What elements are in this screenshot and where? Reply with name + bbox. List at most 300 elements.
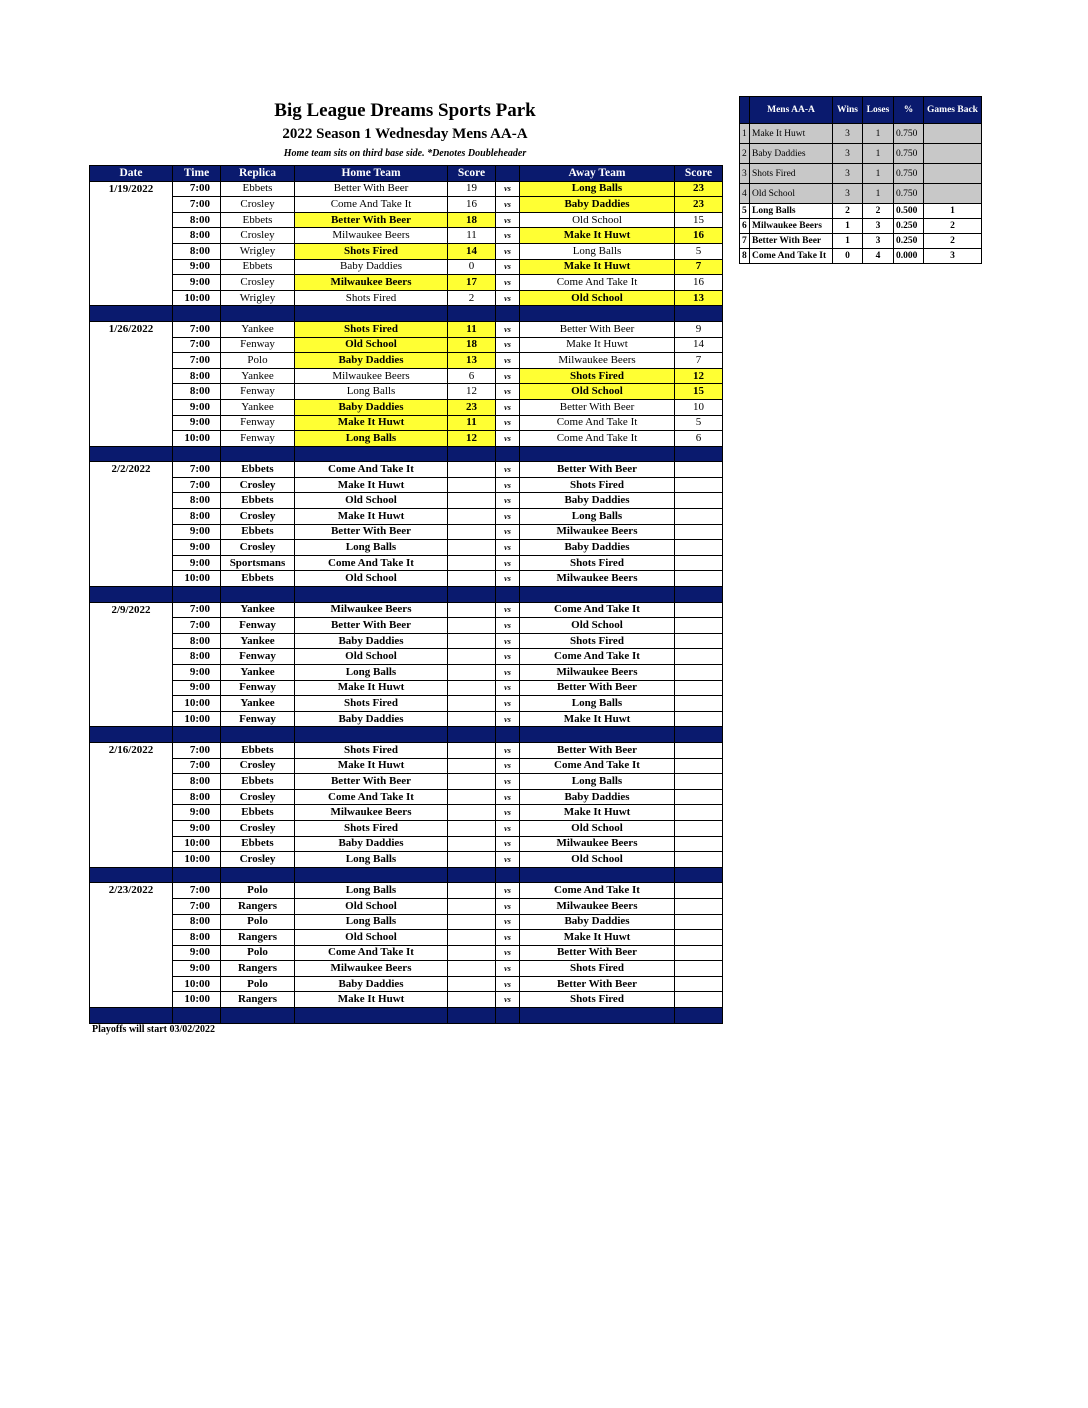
home-team: Make It Huwt (295, 415, 448, 431)
home-score (448, 680, 496, 696)
vs-label: vs (496, 571, 520, 587)
game-field: Ebbets (221, 571, 295, 587)
home-team: Make It Huwt (295, 509, 448, 525)
away-score (675, 680, 723, 696)
vs-label: vs (496, 883, 520, 899)
game-row (90, 945, 723, 961)
game-field: Polo (221, 914, 295, 930)
game-row (90, 399, 723, 415)
away-team: Baby Daddies (520, 197, 675, 213)
game-date (90, 368, 173, 384)
game-time: 8:00 (173, 930, 221, 946)
week-separator (90, 867, 723, 883)
home-score: 11 (448, 415, 496, 431)
away-score (675, 618, 723, 634)
home-score (448, 649, 496, 665)
game-field: Crosley (221, 540, 295, 556)
separator-cell (448, 446, 496, 462)
away-score (675, 742, 723, 758)
away-score (675, 571, 723, 587)
standings-losses: 1 (863, 164, 894, 184)
separator-cell (675, 306, 723, 322)
game-time: 10:00 (173, 290, 221, 306)
away-score: 5 (675, 415, 723, 431)
away-team: Old School (520, 384, 675, 400)
home-team: Baby Daddies (295, 353, 448, 369)
home-team: Better With Beer (295, 774, 448, 790)
separator-cell (448, 867, 496, 883)
away-team: Long Balls (520, 181, 675, 197)
home-score (448, 789, 496, 805)
week-separator (90, 1008, 723, 1024)
home-team: Make It Huwt (295, 758, 448, 774)
game-field: Yankee (221, 399, 295, 415)
game-time: 9:00 (173, 945, 221, 961)
week-separator (90, 306, 723, 322)
game-date (90, 555, 173, 571)
game-date (90, 259, 173, 275)
separator-cell (496, 1008, 520, 1024)
game-row (90, 898, 723, 914)
separator-cell (90, 587, 173, 603)
game-time: 8:00 (173, 914, 221, 930)
home-score (448, 883, 496, 899)
vs-label: vs (496, 789, 520, 805)
vs-label: vs (496, 477, 520, 493)
away-score: 15 (675, 212, 723, 228)
standings-row (740, 219, 982, 234)
game-row (90, 883, 723, 899)
game-row (90, 431, 723, 447)
standings-team: Better With Beer (750, 234, 833, 249)
away-team: Milwaukee Beers (520, 898, 675, 914)
away-team: Better With Beer (520, 680, 675, 696)
away-score (675, 930, 723, 946)
game-time: 7:00 (173, 477, 221, 493)
home-score (448, 774, 496, 790)
separator-cell (675, 587, 723, 603)
away-score (675, 789, 723, 805)
game-date (90, 665, 173, 681)
game-time: 7:00 (173, 742, 221, 758)
home-score: 14 (448, 243, 496, 259)
game-date (90, 337, 173, 353)
separator-cell (520, 587, 675, 603)
game-date (90, 524, 173, 540)
home-score: 18 (448, 212, 496, 228)
game-field: Crosley (221, 228, 295, 244)
game-date (90, 649, 173, 665)
away-score: 12 (675, 368, 723, 384)
standings-row (740, 234, 982, 249)
separator-cell (295, 306, 448, 322)
season-subtitle: 2022 Season 1 Wednesday Mens AA-A (282, 126, 528, 142)
vs-label: vs (496, 633, 520, 649)
game-time: 7:00 (173, 337, 221, 353)
away-team: Better With Beer (520, 976, 675, 992)
vs-label: vs (496, 914, 520, 930)
vs-label: vs (496, 415, 520, 431)
away-team: Shots Fired (520, 961, 675, 977)
separator-cell (496, 446, 520, 462)
home-team: Long Balls (295, 431, 448, 447)
vs-label: vs (496, 930, 520, 946)
away-score: 6 (675, 431, 723, 447)
game-time: 9:00 (173, 399, 221, 415)
separator-cell (520, 1008, 675, 1024)
vs-label: vs (496, 509, 520, 525)
home-score (448, 836, 496, 852)
away-score: 7 (675, 259, 723, 275)
game-row (90, 914, 723, 930)
standings-losses: 2 (863, 204, 894, 219)
away-score: 9 (675, 321, 723, 337)
vs-label: vs (496, 945, 520, 961)
game-date (90, 633, 173, 649)
game-time: 9:00 (173, 555, 221, 571)
home-team: Milwaukee Beers (295, 805, 448, 821)
away-score: 16 (675, 228, 723, 244)
col-date: Date (90, 166, 173, 182)
home-score (448, 992, 496, 1008)
game-field: Ebbets (221, 212, 295, 228)
game-time: 9:00 (173, 259, 221, 275)
away-team: Make It Huwt (520, 337, 675, 353)
standings-losses: 1 (863, 184, 894, 204)
game-row (90, 665, 723, 681)
away-score (675, 602, 723, 618)
separator-cell (90, 727, 173, 743)
away-team: Shots Fired (520, 368, 675, 384)
game-row (90, 337, 723, 353)
col-home-score: Score (448, 166, 496, 182)
away-score (675, 711, 723, 727)
standings-games-back (924, 144, 982, 164)
away-score (675, 961, 723, 977)
vs-label: vs (496, 555, 520, 571)
game-date (90, 914, 173, 930)
away-team: Milwaukee Beers (520, 836, 675, 852)
game-time: 9:00 (173, 805, 221, 821)
home-team: Long Balls (295, 540, 448, 556)
game-field: Fenway (221, 618, 295, 634)
separator-cell (173, 587, 221, 603)
standings-rank: 8 (740, 249, 750, 264)
game-field: Sportsmans (221, 555, 295, 571)
vs-label: vs (496, 742, 520, 758)
game-field: Ebbets (221, 462, 295, 478)
standings-row (740, 184, 982, 204)
game-date: 1/19/2022 (90, 181, 173, 197)
home-score (448, 571, 496, 587)
game-row (90, 992, 723, 1008)
home-team: Baby Daddies (295, 259, 448, 275)
separator-cell (295, 727, 448, 743)
standings-team: Come And Take It (750, 249, 833, 264)
col-replica: Replica (221, 166, 295, 182)
home-team: Come And Take It (295, 462, 448, 478)
separator-cell (221, 587, 295, 603)
standings-games-back (924, 184, 982, 204)
vs-label: vs (496, 758, 520, 774)
separator-cell (90, 306, 173, 322)
separator-cell (448, 1008, 496, 1024)
game-time: 10:00 (173, 431, 221, 447)
home-team: Baby Daddies (295, 711, 448, 727)
home-team: Better With Beer (295, 524, 448, 540)
home-score (448, 633, 496, 649)
standings-losses: 4 (863, 249, 894, 264)
away-score (675, 462, 723, 478)
game-date: 2/16/2022 (90, 742, 173, 758)
home-score (448, 462, 496, 478)
vs-label: vs (496, 290, 520, 306)
game-field: Ebbets (221, 805, 295, 821)
standings-col-wins: Wins (833, 97, 863, 124)
game-time: 10:00 (173, 571, 221, 587)
game-field: Fenway (221, 431, 295, 447)
home-team: Milwaukee Beers (295, 275, 448, 291)
game-date (90, 789, 173, 805)
away-team: Make It Huwt (520, 805, 675, 821)
away-team: Better With Beer (520, 321, 675, 337)
separator-cell (675, 867, 723, 883)
standings-row (740, 164, 982, 184)
home-score: 19 (448, 181, 496, 197)
home-score (448, 898, 496, 914)
away-score: 16 (675, 275, 723, 291)
game-date (90, 930, 173, 946)
game-field: Ebbets (221, 259, 295, 275)
standings-header-row (740, 97, 982, 124)
vs-label: vs (496, 992, 520, 1008)
home-score (448, 945, 496, 961)
standings-rank: 6 (740, 219, 750, 234)
home-team: Shots Fired (295, 290, 448, 306)
separator-cell (496, 867, 520, 883)
standings-games-back: 3 (924, 249, 982, 264)
game-field: Polo (221, 883, 295, 899)
away-team: Shots Fired (520, 555, 675, 571)
game-time: 8:00 (173, 633, 221, 649)
home-team: Shots Fired (295, 321, 448, 337)
home-score (448, 509, 496, 525)
separator-cell (295, 587, 448, 603)
vs-label: vs (496, 399, 520, 415)
away-team: Better With Beer (520, 742, 675, 758)
separator-cell (520, 727, 675, 743)
home-score (448, 524, 496, 540)
game-time: 10:00 (173, 711, 221, 727)
away-score (675, 649, 723, 665)
separator-cell (221, 727, 295, 743)
game-row (90, 524, 723, 540)
game-time: 9:00 (173, 415, 221, 431)
away-score (675, 914, 723, 930)
game-row (90, 976, 723, 992)
away-team: Old School (520, 290, 675, 306)
home-team: Baby Daddies (295, 836, 448, 852)
away-score: 15 (675, 384, 723, 400)
vs-label: vs (496, 368, 520, 384)
game-row (90, 602, 723, 618)
vs-label: vs (496, 197, 520, 213)
home-score (448, 618, 496, 634)
standings-pct: 0.500 (894, 204, 924, 219)
home-score: 12 (448, 384, 496, 400)
away-team: Shots Fired (520, 992, 675, 1008)
home-team: Old School (295, 930, 448, 946)
game-time: 8:00 (173, 509, 221, 525)
home-team-note: Home team sits on third base side. *Denotes Doubleheader (283, 148, 527, 159)
away-team: Baby Daddies (520, 914, 675, 930)
game-time: 10:00 (173, 976, 221, 992)
away-team: Long Balls (520, 774, 675, 790)
game-time: 9:00 (173, 680, 221, 696)
standings-team: Milwaukee Beers (750, 219, 833, 234)
game-row (90, 353, 723, 369)
home-score: 16 (448, 197, 496, 213)
standings-games-back (924, 164, 982, 184)
game-field: Crosley (221, 820, 295, 836)
away-team: Make It Huwt (520, 930, 675, 946)
separator-cell (90, 1008, 173, 1024)
away-team: Make It Huwt (520, 259, 675, 275)
home-team: Better With Beer (295, 212, 448, 228)
game-row (90, 368, 723, 384)
home-score (448, 696, 496, 712)
separator-cell (173, 867, 221, 883)
game-date (90, 696, 173, 712)
game-date (90, 275, 173, 291)
home-team: Better With Beer (295, 181, 448, 197)
standings-row (740, 204, 982, 219)
game-date (90, 680, 173, 696)
away-team: Come And Take It (520, 431, 675, 447)
away-team: Make It Huwt (520, 228, 675, 244)
home-team: Come And Take It (295, 789, 448, 805)
standings-pct: 0.750 (894, 164, 924, 184)
away-score (675, 774, 723, 790)
home-team: Milwaukee Beers (295, 228, 448, 244)
game-field: Crosley (221, 509, 295, 525)
vs-label: vs (496, 337, 520, 353)
away-team: Old School (520, 820, 675, 836)
home-team: Shots Fired (295, 742, 448, 758)
standings-wins: 0 (833, 249, 863, 264)
away-team: Shots Fired (520, 633, 675, 649)
home-score: 11 (448, 228, 496, 244)
game-row (90, 930, 723, 946)
vs-label: vs (496, 805, 520, 821)
game-date (90, 431, 173, 447)
game-time: 7:00 (173, 321, 221, 337)
game-row (90, 571, 723, 587)
game-field: Rangers (221, 961, 295, 977)
game-date (90, 415, 173, 431)
home-score (448, 742, 496, 758)
home-score (448, 758, 496, 774)
game-date (90, 758, 173, 774)
game-time: 7:00 (173, 883, 221, 899)
game-row (90, 321, 723, 337)
vs-label: vs (496, 680, 520, 696)
game-time: 7:00 (173, 898, 221, 914)
standings-games-back (924, 124, 982, 144)
game-time: 8:00 (173, 774, 221, 790)
away-team: Long Balls (520, 509, 675, 525)
standings-wins: 3 (833, 184, 863, 204)
away-score (675, 805, 723, 821)
game-field: Fenway (221, 384, 295, 400)
game-date: 1/26/2022 (90, 321, 173, 337)
standings-pct: 0.250 (894, 219, 924, 234)
standings-col-division: Mens AA-A (750, 97, 833, 124)
away-score (675, 976, 723, 992)
vs-label: vs (496, 259, 520, 275)
game-field: Fenway (221, 649, 295, 665)
away-team: Baby Daddies (520, 540, 675, 556)
game-field: Ebbets (221, 774, 295, 790)
week-separator (90, 587, 723, 603)
away-team: Old School (520, 212, 675, 228)
game-time: 7:00 (173, 353, 221, 369)
standings-losses: 1 (863, 144, 894, 164)
vs-label: vs (496, 774, 520, 790)
game-row (90, 540, 723, 556)
game-row (90, 197, 723, 213)
game-row (90, 290, 723, 306)
game-row (90, 415, 723, 431)
game-time: 10:00 (173, 836, 221, 852)
home-score (448, 852, 496, 868)
game-time: 8:00 (173, 243, 221, 259)
away-score (675, 945, 723, 961)
game-date: 2/2/2022 (90, 462, 173, 478)
game-row (90, 555, 723, 571)
game-time: 8:00 (173, 789, 221, 805)
away-score (675, 509, 723, 525)
separator-cell (221, 306, 295, 322)
away-score (675, 898, 723, 914)
game-time: 9:00 (173, 524, 221, 540)
away-team: Make It Huwt (520, 711, 675, 727)
vs-label: vs (496, 431, 520, 447)
game-row (90, 618, 723, 634)
home-team: Old School (295, 571, 448, 587)
game-date (90, 805, 173, 821)
away-team: Better With Beer (520, 399, 675, 415)
game-date (90, 197, 173, 213)
home-score (448, 493, 496, 509)
game-row (90, 774, 723, 790)
vs-label: vs (496, 181, 520, 197)
separator-cell (221, 1008, 295, 1024)
vs-label: vs (496, 462, 520, 478)
vs-label: vs (496, 961, 520, 977)
home-score: 6 (448, 368, 496, 384)
away-score (675, 555, 723, 571)
game-field: Crosley (221, 275, 295, 291)
game-field: Polo (221, 945, 295, 961)
game-row (90, 259, 723, 275)
game-field: Fenway (221, 711, 295, 727)
separator-cell (496, 587, 520, 603)
col-away-team: Away Team (520, 166, 675, 182)
vs-label: vs (496, 898, 520, 914)
home-team: Make It Huwt (295, 477, 448, 493)
standings-rank: 2 (740, 144, 750, 164)
